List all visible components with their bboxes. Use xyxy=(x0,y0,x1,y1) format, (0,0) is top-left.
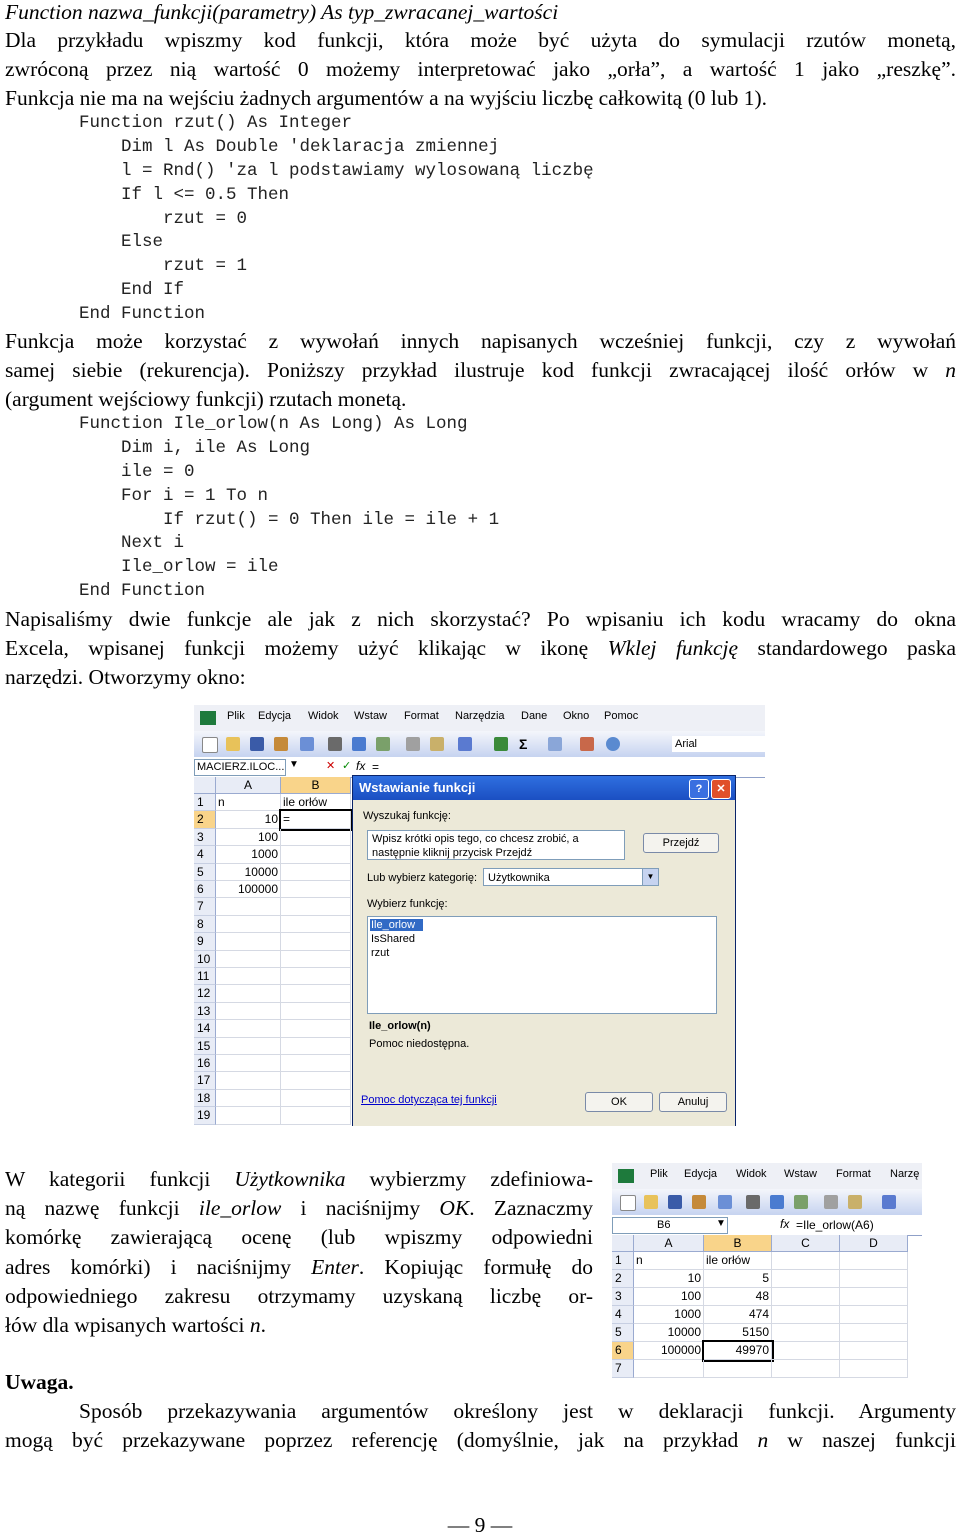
cancel-icon[interactable]: ✕ xyxy=(326,760,336,772)
menu-item[interactable]: Edycja xyxy=(258,710,292,722)
text-line xyxy=(5,1223,593,1252)
grid-cell[interactable] xyxy=(840,1360,908,1378)
code-line: rzut = 1 xyxy=(79,256,248,277)
grid-cell[interactable] xyxy=(772,1288,840,1306)
code-line: Dim i, ile As Long xyxy=(79,437,311,458)
print-icon[interactable] xyxy=(746,1195,760,1209)
spelling-icon[interactable] xyxy=(376,737,390,751)
menu-item[interactable]: Format xyxy=(836,1168,871,1180)
grid-cell[interactable] xyxy=(281,864,351,881)
row-header[interactable]: 5 xyxy=(194,864,216,881)
save-icon[interactable] xyxy=(250,737,264,751)
autosum-icon[interactable]: Σ xyxy=(519,736,528,752)
grid-cell[interactable] xyxy=(216,898,281,915)
row-header[interactable]: 6 xyxy=(612,1342,634,1360)
cut-icon[interactable] xyxy=(406,737,420,751)
row-header[interactable]: 7 xyxy=(612,1360,634,1378)
function-signature: Ile_orlow(n) xyxy=(369,1020,431,1032)
grid-cell[interactable] xyxy=(840,1288,908,1306)
grid-cell[interactable] xyxy=(281,1090,351,1107)
menu-item[interactable]: Widok xyxy=(308,710,339,722)
grid-cell[interactable] xyxy=(840,1306,908,1324)
text-run: komórkę zawierającą ocenę (lub wpiszmy odpowiedni xyxy=(5,1225,593,1250)
help-icon[interactable]: ? xyxy=(689,779,709,799)
row-header[interactable]: 17 xyxy=(194,1072,216,1089)
text-line: samej siebie (rekurencja). Poniższy przykład ilustruje kod funkcji zwracającej ilość orłów w n xyxy=(5,358,956,382)
row-header[interactable]: 8 xyxy=(194,916,216,933)
excel-insert-function-screenshot xyxy=(194,705,765,1126)
chevron-down-icon[interactable]: ▼ xyxy=(289,759,299,770)
code-line: End If xyxy=(79,280,185,301)
grid-cell[interactable] xyxy=(216,1090,281,1107)
emphasis: OK xyxy=(439,1196,470,1221)
grid-cell[interactable] xyxy=(281,1072,351,1089)
code-line: End Function xyxy=(79,581,206,602)
chart-icon[interactable] xyxy=(580,737,594,751)
code-line: If rzut() = 0 Then ile = ile + 1 xyxy=(79,509,500,530)
grid-cell[interactable] xyxy=(216,1072,281,1089)
text-line: Dla przykładu wpiszmy kod funkcji, która może być użyta do symulacji rzutów monetą, xyxy=(5,28,956,52)
paste-icon[interactable] xyxy=(848,1195,862,1209)
code-line: ile = 0 xyxy=(79,461,195,482)
grid-cell[interactable]: 10000 xyxy=(634,1324,704,1342)
text-line: Excela, wpisanej funkcji możemy użyć klikając w ikonę Wklej funkcję standardowego paska xyxy=(5,636,956,660)
name-box[interactable]: MACIERZ.ILOC... xyxy=(194,759,286,776)
spelling-icon[interactable] xyxy=(794,1195,808,1209)
go-button[interactable]: Przejdź xyxy=(643,833,719,853)
code-line: l = Rnd() 'za l podstawiamy wylosowaną liczbę xyxy=(79,160,594,181)
row-header[interactable]: 2 xyxy=(612,1270,634,1288)
grid-cell[interactable]: 100000 xyxy=(216,881,281,898)
text-run: ną nazwę funkcji xyxy=(5,1196,199,1221)
grid-cell[interactable] xyxy=(772,1252,840,1270)
text-run: odpowiedniego zakresu otrzymamy uzyskaną liczbę or- xyxy=(5,1283,593,1308)
grid-cell[interactable]: = xyxy=(281,811,351,828)
hyperlink-icon[interactable] xyxy=(494,737,508,751)
grid-cell[interactable] xyxy=(216,951,281,968)
function-description: Pomoc niedostępna. xyxy=(369,1038,470,1050)
grid-cell[interactable] xyxy=(281,1038,351,1055)
email-icon[interactable] xyxy=(300,737,314,751)
grid-cell[interactable]: n xyxy=(634,1252,704,1270)
row-header[interactable]: 19 xyxy=(194,1107,216,1124)
menu-item[interactable]: Pomoc xyxy=(604,710,639,722)
grid-cell[interactable] xyxy=(216,916,281,933)
name-box[interactable]: B6 xyxy=(612,1217,728,1234)
select-all-corner[interactable] xyxy=(194,777,216,794)
row-header[interactable]: 6 xyxy=(194,881,216,898)
code-line: Ile_orlow = ile xyxy=(79,557,279,578)
row-header[interactable]: 5 xyxy=(612,1324,634,1342)
grid-cell[interactable] xyxy=(281,829,351,846)
row-header[interactable]: 10 xyxy=(194,951,216,968)
row-header[interactable]: 9 xyxy=(194,933,216,950)
grid-cell[interactable] xyxy=(216,985,281,1002)
new-icon[interactable] xyxy=(620,1195,636,1211)
emphasis: Użytkownika xyxy=(234,1167,346,1191)
row-header[interactable]: 3 xyxy=(194,829,216,846)
text-run: . Kopiując formułę do xyxy=(358,1254,593,1279)
select-all-corner[interactable] xyxy=(612,1235,634,1252)
text-line: Sposób przekazywania argumentów określony jest w deklaracji funkcji. Argumenty xyxy=(79,1399,956,1423)
text-run: łów dla wpisanych wartości xyxy=(5,1313,250,1337)
help-link[interactable]: Pomoc dotycząca tej funkcji xyxy=(361,1094,497,1106)
open-icon[interactable] xyxy=(226,737,240,751)
text-run: i naciśnijmy xyxy=(281,1196,440,1221)
column-header[interactable]: A xyxy=(216,777,281,794)
undo-icon[interactable] xyxy=(458,737,472,751)
grid-cell[interactable]: 10000 xyxy=(216,864,281,881)
grid-cell[interactable] xyxy=(840,1270,908,1288)
column-header[interactable]: C xyxy=(772,1235,840,1252)
row-header[interactable]: 14 xyxy=(194,1020,216,1037)
standard-toolbar xyxy=(194,731,765,758)
menu-item[interactable]: Wstaw xyxy=(784,1168,817,1180)
excel-app-icon xyxy=(618,1169,634,1183)
emphasis: ile_orlow xyxy=(198,1196,282,1221)
grid-cell[interactable] xyxy=(216,1020,281,1037)
help-icon[interactable] xyxy=(606,737,620,751)
row-header[interactable]: 18 xyxy=(194,1090,216,1107)
text-line: Funkcja może korzystać z wywołań innych napisanych wcześniej funkcji, czy z wywołań xyxy=(5,329,956,353)
grid-cell[interactable]: 1000 xyxy=(634,1306,704,1324)
grid-cell[interactable]: n xyxy=(216,794,281,811)
grid-cell[interactable]: 10 xyxy=(216,811,281,828)
text-line: zwróconą przez nią wartość 0 możemy interpretować jako „orła”, a wartość 1 jako „reszkę”. xyxy=(5,57,956,81)
menu-item[interactable]: Plik xyxy=(227,710,245,722)
excel-app-icon xyxy=(200,711,216,725)
column-header[interactable]: B xyxy=(281,777,351,794)
menu-item[interactable]: Widok xyxy=(736,1168,767,1180)
grid-cell[interactable] xyxy=(772,1360,840,1378)
code-line: Function Ile_orlow(n As Long) As Long xyxy=(79,414,468,434)
text-line: Napisaliśmy dwie funkcje ale jak z nich skorzystać? Po wpisaniu ich kodu wracamy do okna xyxy=(5,607,956,631)
syntax-line: Function nazwa_funkcji(parametry) As typ_zwracanej_wartości xyxy=(5,0,559,24)
code-block-rzut xyxy=(79,112,594,327)
menu-item[interactable]: Dane xyxy=(521,710,548,722)
chevron-down-icon[interactable]: ▼ xyxy=(716,1218,726,1229)
paste-icon[interactable] xyxy=(430,737,444,751)
standard-toolbar xyxy=(612,1189,922,1216)
row-header[interactable]: 12 xyxy=(194,985,216,1002)
function-list-item[interactable]: Ile_orlow xyxy=(370,919,423,931)
text-line xyxy=(5,1253,593,1282)
grid-cell[interactable] xyxy=(772,1324,840,1342)
emphasis: n xyxy=(249,1313,261,1337)
category-label: Lub wybierz kategorię: xyxy=(367,872,478,884)
grid-cell[interactable] xyxy=(281,881,351,898)
code-line: Function rzut() As Integer xyxy=(79,113,353,133)
code-line: End Function xyxy=(79,304,206,325)
function-list[interactable] xyxy=(367,916,717,1014)
grid-cell[interactable] xyxy=(281,846,351,863)
grid-cell[interactable] xyxy=(840,1252,908,1270)
text-line: Funkcja nie ma na wejściu żadnych argumentów a na wyjściu liczbę całkowitą (0 lub 1). xyxy=(5,86,768,110)
email-icon[interactable] xyxy=(718,1195,732,1209)
row-header[interactable]: 2 xyxy=(194,811,216,828)
close-icon[interactable]: ✕ xyxy=(711,779,731,799)
print-preview-icon[interactable] xyxy=(352,737,366,751)
grid-cell[interactable] xyxy=(281,898,351,915)
grid-cell[interactable] xyxy=(281,985,351,1002)
menu-item[interactable]: Plik xyxy=(650,1168,668,1180)
cancel-button[interactable]: Anuluj xyxy=(659,1092,727,1112)
menu-item[interactable]: Narzędzia xyxy=(455,710,505,722)
permission-icon[interactable] xyxy=(274,737,288,751)
sort-icon[interactable] xyxy=(548,737,562,751)
text-line: (argument wejściowy funkcji) rzutach monetą. xyxy=(5,387,407,411)
grid-cell[interactable] xyxy=(772,1342,840,1360)
select-function-label: Wybierz funkcję: xyxy=(367,898,448,910)
grid-cell[interactable] xyxy=(216,933,281,950)
row-header[interactable]: 7 xyxy=(194,898,216,915)
grid-cell[interactable] xyxy=(840,1324,908,1342)
grid-cell[interactable]: ile orłów xyxy=(281,794,351,811)
menu-bar xyxy=(194,705,765,731)
grid-cell[interactable] xyxy=(281,933,351,950)
text-line: narzędzi. Otworzymy okno: xyxy=(5,665,246,689)
grid-cell[interactable] xyxy=(281,968,351,985)
text-run: W kategorii funkcji xyxy=(5,1167,235,1191)
formula-bar xyxy=(612,1215,922,1236)
text-line xyxy=(5,1282,593,1311)
enter-icon[interactable]: ✓ xyxy=(342,760,352,772)
fx-icon[interactable]: fx xyxy=(356,759,366,773)
text-run: wybierzmy zdefiniowa- xyxy=(345,1167,594,1191)
category-select[interactable] xyxy=(483,868,659,886)
row-header[interactable]: 13 xyxy=(194,1003,216,1020)
code-line: Dim l As Double 'deklaracja zmiennej xyxy=(79,136,500,157)
grid-cell[interactable]: 5150 xyxy=(704,1324,772,1342)
code-line: Else xyxy=(79,232,164,253)
row-header[interactable]: 1 xyxy=(194,794,216,811)
text-run: adres komórki) i naciśnijmy xyxy=(5,1254,312,1279)
menu-item[interactable]: Wstaw xyxy=(354,710,387,722)
dialog-title: Wstawianie funkcji xyxy=(353,776,735,800)
grid-cell[interactable] xyxy=(281,1020,351,1037)
text-run: . xyxy=(260,1313,266,1337)
cut-icon[interactable] xyxy=(824,1195,838,1209)
menu-bar xyxy=(612,1163,922,1189)
undo-icon[interactable] xyxy=(882,1195,896,1209)
code-line: If l <= 0.5 Then xyxy=(79,184,290,205)
grid-cell[interactable] xyxy=(216,1038,281,1055)
text-line xyxy=(5,1311,593,1340)
spreadsheet-grid xyxy=(612,1235,922,1383)
excel-result-screenshot xyxy=(612,1163,922,1383)
grid-cell[interactable]: 1000 xyxy=(216,846,281,863)
emphasis: Enter xyxy=(311,1254,359,1279)
search-input[interactable]: Wpisz krótki opis tego, co chcesz zrobić, a następnie kliknij przycisk Przejdź xyxy=(367,830,625,860)
grid-cell[interactable] xyxy=(281,916,351,933)
text-line xyxy=(5,1194,593,1223)
grid-cell[interactable]: 48 xyxy=(704,1288,772,1306)
menu-item[interactable]: Okno xyxy=(563,710,590,722)
formula-input[interactable]: = xyxy=(372,760,380,774)
save-icon[interactable] xyxy=(668,1195,682,1209)
text-line xyxy=(5,1165,593,1194)
formula-input[interactable]: =Ile_orlow(A6) xyxy=(796,1218,874,1232)
open-icon[interactable] xyxy=(644,1195,658,1209)
print-icon[interactable] xyxy=(328,737,342,751)
row-header[interactable]: 1 xyxy=(612,1252,634,1270)
grid-cell[interactable] xyxy=(704,1360,772,1378)
grid-cell[interactable] xyxy=(634,1360,704,1378)
row-header[interactable]: 3 xyxy=(612,1288,634,1306)
chevron-down-icon[interactable]: ▼ xyxy=(642,869,658,885)
code-line: Next i xyxy=(79,533,185,554)
grid-cell[interactable] xyxy=(840,1342,908,1360)
ok-button[interactable]: OK xyxy=(585,1092,653,1112)
grid-cell[interactable] xyxy=(772,1270,840,1288)
grid-cell[interactable] xyxy=(281,1107,351,1124)
grid-cell[interactable]: ile orłów xyxy=(704,1252,772,1270)
code-line: rzut = 0 xyxy=(79,208,248,229)
grid-cell[interactable]: 100 xyxy=(634,1288,704,1306)
code-line: For i = 1 To n xyxy=(79,485,269,506)
menu-item[interactable]: Narzę xyxy=(890,1168,920,1180)
grid-cell[interactable] xyxy=(216,968,281,985)
note-heading: Uwaga. xyxy=(5,1370,74,1394)
row-header[interactable]: 15 xyxy=(194,1038,216,1055)
permission-icon[interactable] xyxy=(692,1195,706,1209)
row-header[interactable]: 16 xyxy=(194,1055,216,1072)
column-header[interactable]: A xyxy=(634,1235,704,1252)
grid-cell[interactable] xyxy=(281,951,351,968)
search-label: Wyszukaj funkcję: xyxy=(363,810,451,822)
grid-cell[interactable] xyxy=(216,1003,281,1020)
menu-item[interactable]: Format xyxy=(404,710,439,722)
fx-icon[interactable]: fx xyxy=(780,1217,790,1231)
print-preview-icon[interactable] xyxy=(770,1195,784,1209)
code-block-ile-orlow xyxy=(79,413,499,604)
grid-cell[interactable]: 100000 xyxy=(634,1342,704,1360)
column-header[interactable]: D xyxy=(840,1235,908,1252)
font-name-box[interactable]: Arial xyxy=(672,736,765,752)
page-number: — 9 — xyxy=(447,1513,513,1537)
grid-cell[interactable]: 49970 xyxy=(704,1342,772,1360)
function-list-item[interactable]: IsShared xyxy=(371,933,416,945)
row-header[interactable]: 4 xyxy=(194,846,216,863)
grid-cell[interactable]: 10 xyxy=(634,1270,704,1288)
function-list-item[interactable]: rzut xyxy=(371,947,390,959)
grid-cell[interactable]: 474 xyxy=(704,1306,772,1324)
text-line: mogą być przekazywane poprzez referencję (domyślnie, jak na przykład n w naszej funkcji xyxy=(5,1428,956,1452)
grid-cell[interactable] xyxy=(216,1107,281,1124)
row-header[interactable]: 11 xyxy=(194,968,216,985)
grid-cell[interactable] xyxy=(216,1055,281,1072)
menu-item[interactable]: Edycja xyxy=(684,1168,718,1180)
grid-cell[interactable]: 100 xyxy=(216,829,281,846)
column-header[interactable]: B xyxy=(704,1235,772,1252)
row-header[interactable]: 4 xyxy=(612,1306,634,1324)
grid-cell[interactable] xyxy=(772,1306,840,1324)
grid-cell[interactable] xyxy=(281,1003,351,1020)
text-run: . Zaznaczmy xyxy=(469,1196,593,1221)
grid-cell[interactable]: 5 xyxy=(704,1270,772,1288)
grid-cell[interactable] xyxy=(281,1055,351,1072)
new-icon[interactable] xyxy=(202,737,218,753)
insert-function-dialog xyxy=(352,775,736,1126)
category-value: Użytkownika xyxy=(488,872,550,884)
